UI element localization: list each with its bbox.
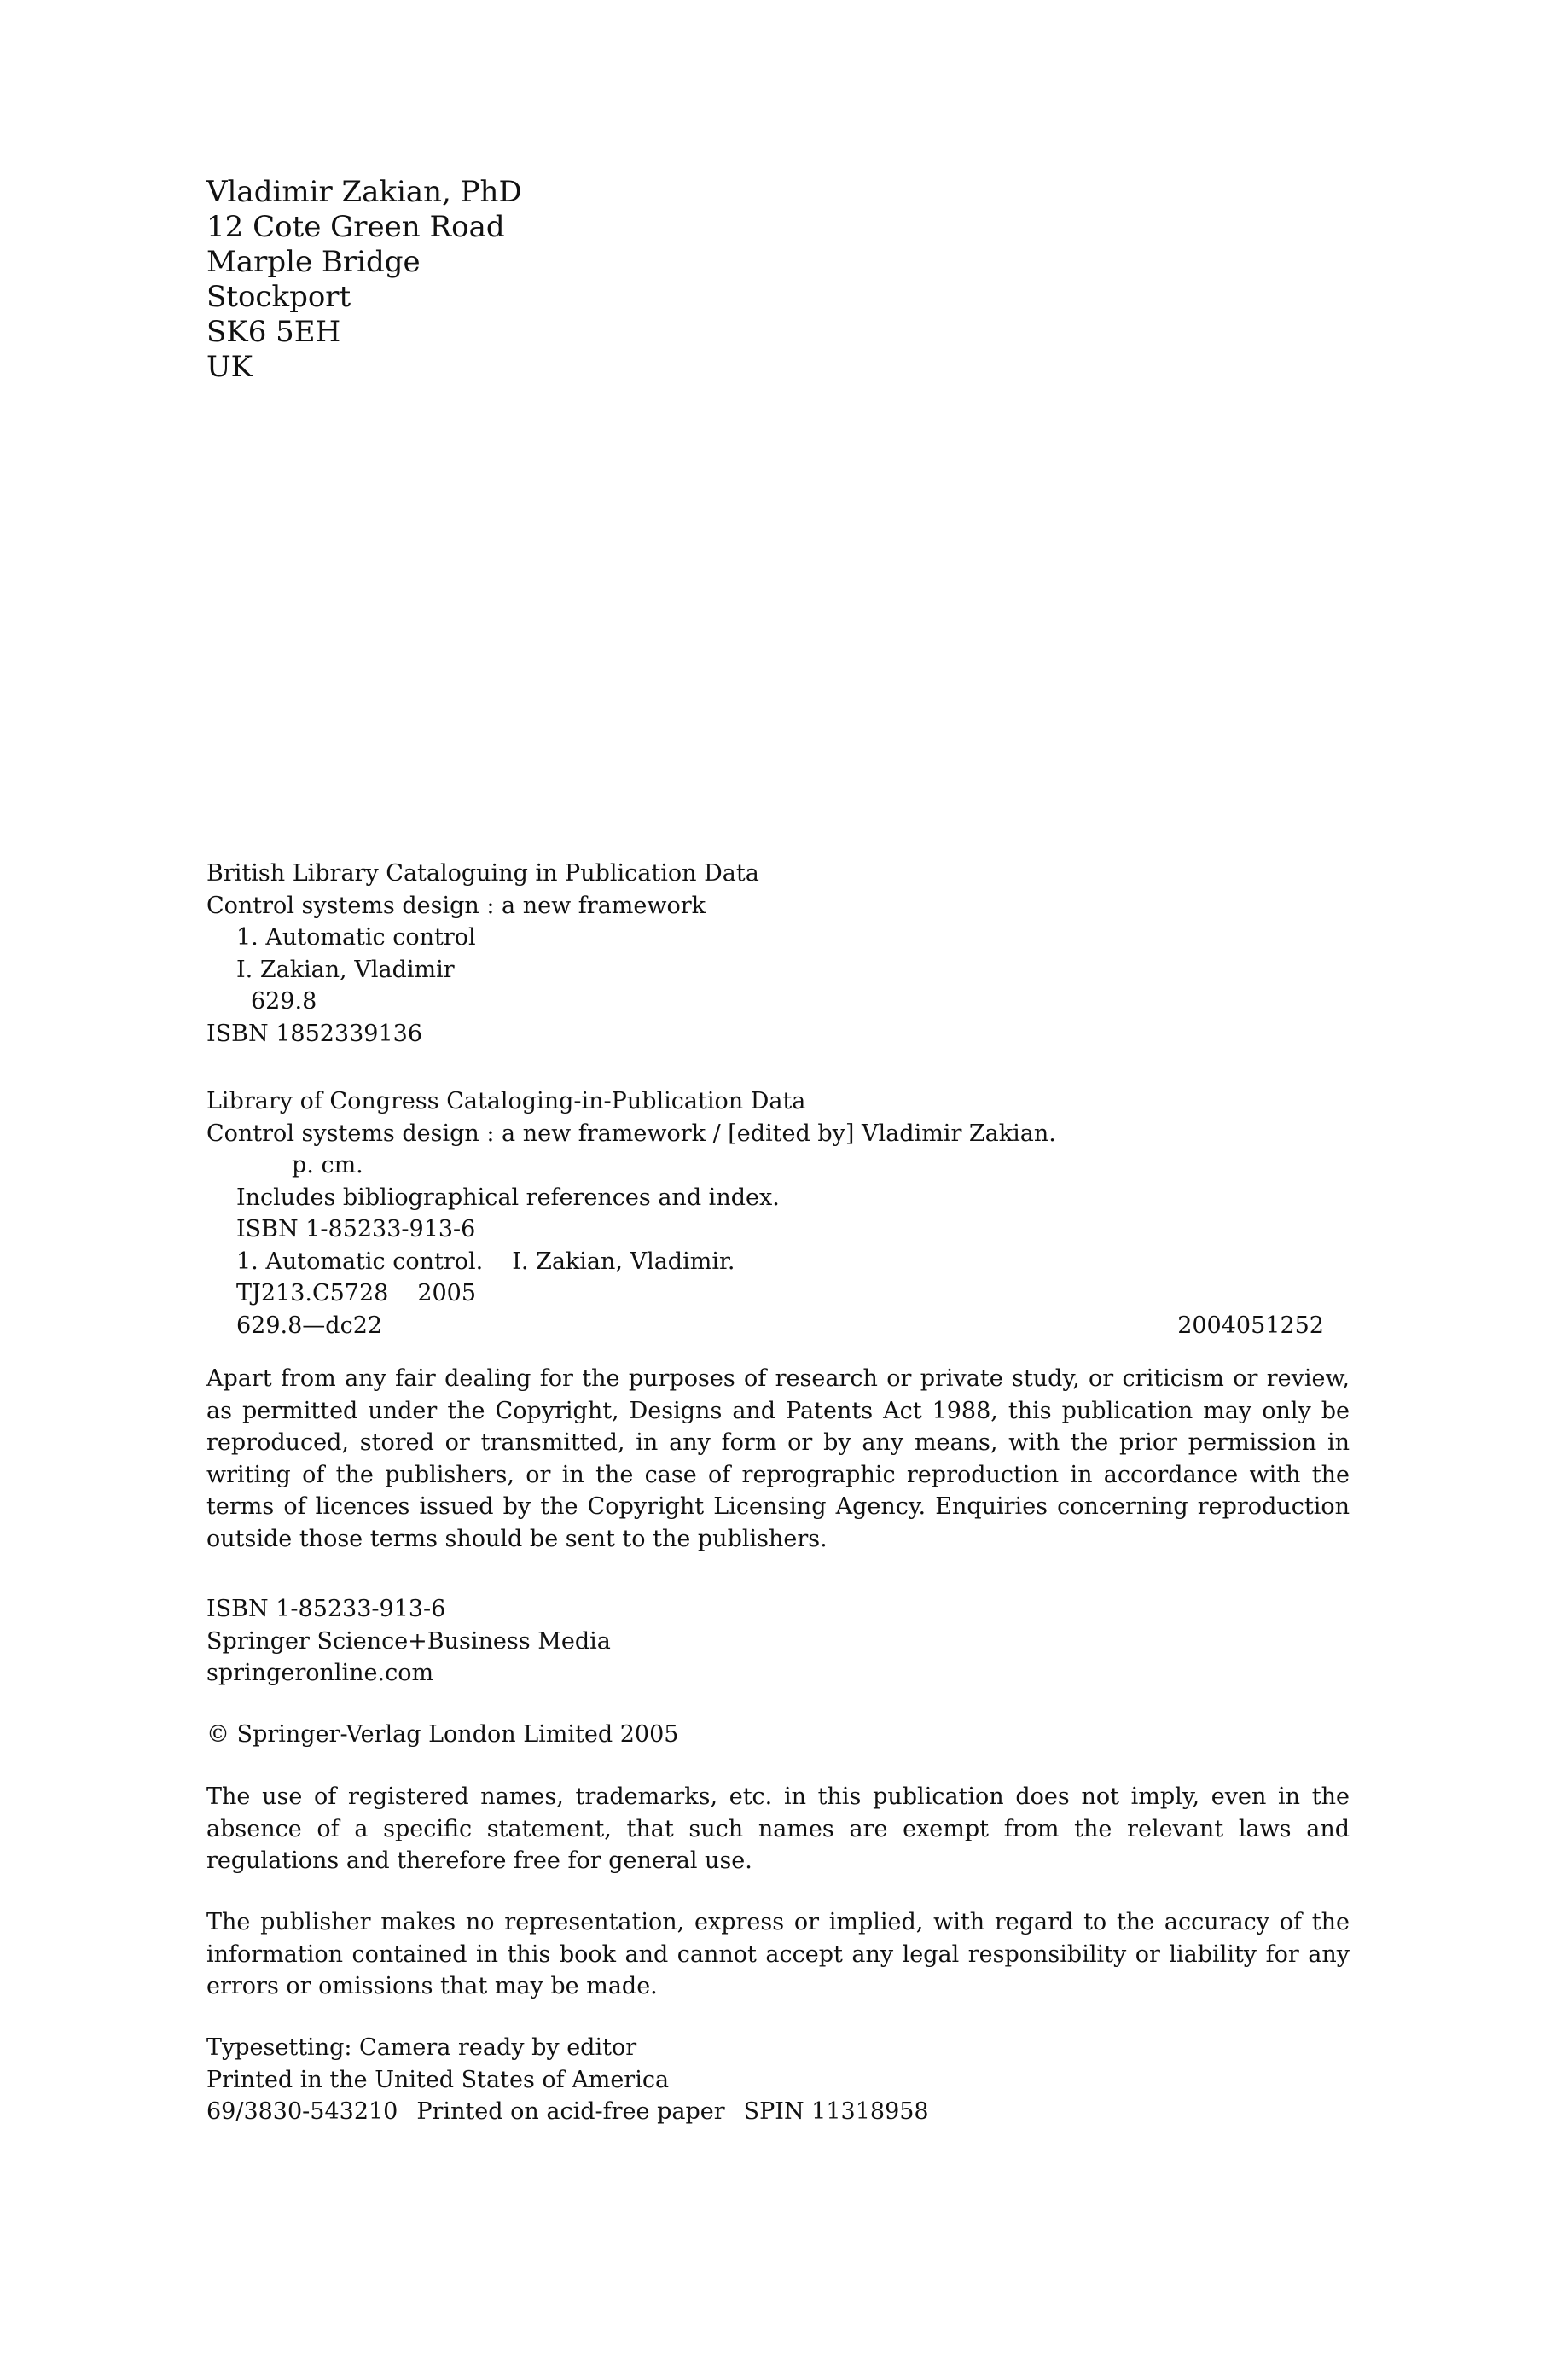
loc-subject: 1. Automatic control. <box>236 1248 484 1275</box>
copyright-text: © Springer-Verlag London Limited 2005 <box>206 1721 679 1748</box>
address-postcode: SK6 5EH <box>206 315 341 349</box>
print-codes-row <box>206 2096 1350 2128</box>
loc-notes: Includes bibliographical references and index. <box>236 1184 780 1211</box>
trademark-notice <box>206 1781 1350 1877</box>
loc-title: Control systems design : a new framework / [edited by] Vladimir Zakian. <box>206 1120 1056 1147</box>
address-country: UK <box>206 350 253 384</box>
loc-call-number-row <box>206 1277 1350 1310</box>
loc-heading: Library of Congress Cataloging-in-Publication Data <box>206 1088 806 1114</box>
permission-text: Apart from any fair dealing for the purposes of research or private study, or criticism or review, as permitted under the Copyright, Designs and Patents Act 1988, this publication may only be reproduced, stored or transmitted, in any form or by any means, with the prior permission in writing of the publishers, or in the case of reprographic reproduction in accordance with the terms of licences issued by the Copyright Licensing Agency. Enquiries concerning reproduction outside those terms should be sent to the publishers. <box>206 1365 1350 1552</box>
bl-heading: British Library Cataloguing in Publication Data <box>206 860 759 887</box>
liability-notice <box>206 1906 1350 2003</box>
author-address <box>206 175 1350 385</box>
address-street: 12 Cote Green Road <box>206 210 505 244</box>
bl-title: Control systems design : a new framework <box>206 892 706 919</box>
spin-number: SPIN 11318958 <box>743 2098 929 2125</box>
address-area: Marple Bridge <box>206 245 421 279</box>
loc-pages: p. cm. <box>292 1152 363 1178</box>
production-info <box>206 2032 1350 2128</box>
british-library-cip <box>206 858 1350 1050</box>
bl-author: I. Zakian, Vladimir <box>236 956 455 983</box>
bl-class: 629.8 <box>251 988 317 1015</box>
printed-line: Printed in the United States of America <box>206 2066 670 2093</box>
publisher-name: Springer Science+Business Media <box>206 1627 611 1655</box>
typesetting-line: Typesetting: Camera ready by editor <box>206 2034 637 2061</box>
library-of-congress-cip <box>206 1085 1350 1341</box>
loc-isbn: ISBN 1-85233-913-6 <box>236 1216 476 1242</box>
publisher-website: springeronline.com <box>206 1660 434 1686</box>
loc-subjects <box>206 1246 1350 1278</box>
loc-class-row <box>206 1310 1350 1342</box>
liability-text: The publisher makes no representation, express or implied, with regard to the accuracy of the information contained in this book and cannot accept any legal responsibility or liability for any errors or omissions that may be made. <box>206 1909 1350 1999</box>
loc-class: 629.8—dc22 <box>236 1312 383 1339</box>
loc-year: 2005 <box>417 1280 477 1306</box>
loc-lccn: 2004051252 <box>1177 1312 1324 1339</box>
publisher-isbn: ISBN 1-85233-913-6 <box>206 1596 446 1622</box>
bl-isbn: ISBN 1852339136 <box>206 1020 422 1047</box>
publisher-info <box>206 1593 1350 1690</box>
acid-free-paper: Printed on acid-free paper <box>416 2098 725 2125</box>
address-town: Stockport <box>206 280 351 314</box>
loc-call-number: TJ213.C5728 <box>236 1280 389 1306</box>
copyright-notice <box>206 1719 1350 1751</box>
trademark-text: The use of registered names, trademarks, etc. in this publication does not imply, even in the absence of a specific statement, that such names are exempt from the relevant laws and regulations and therefore free for general use. <box>206 1783 1350 1874</box>
print-code: 69/3830-543210 <box>206 2098 398 2125</box>
author-name: Vladimir Zakian, PhD <box>206 175 522 209</box>
permission-notice <box>206 1363 1350 1555</box>
bl-subject: 1. Automatic control <box>236 924 476 951</box>
loc-author: I. Zakian, Vladimir. <box>512 1248 735 1275</box>
